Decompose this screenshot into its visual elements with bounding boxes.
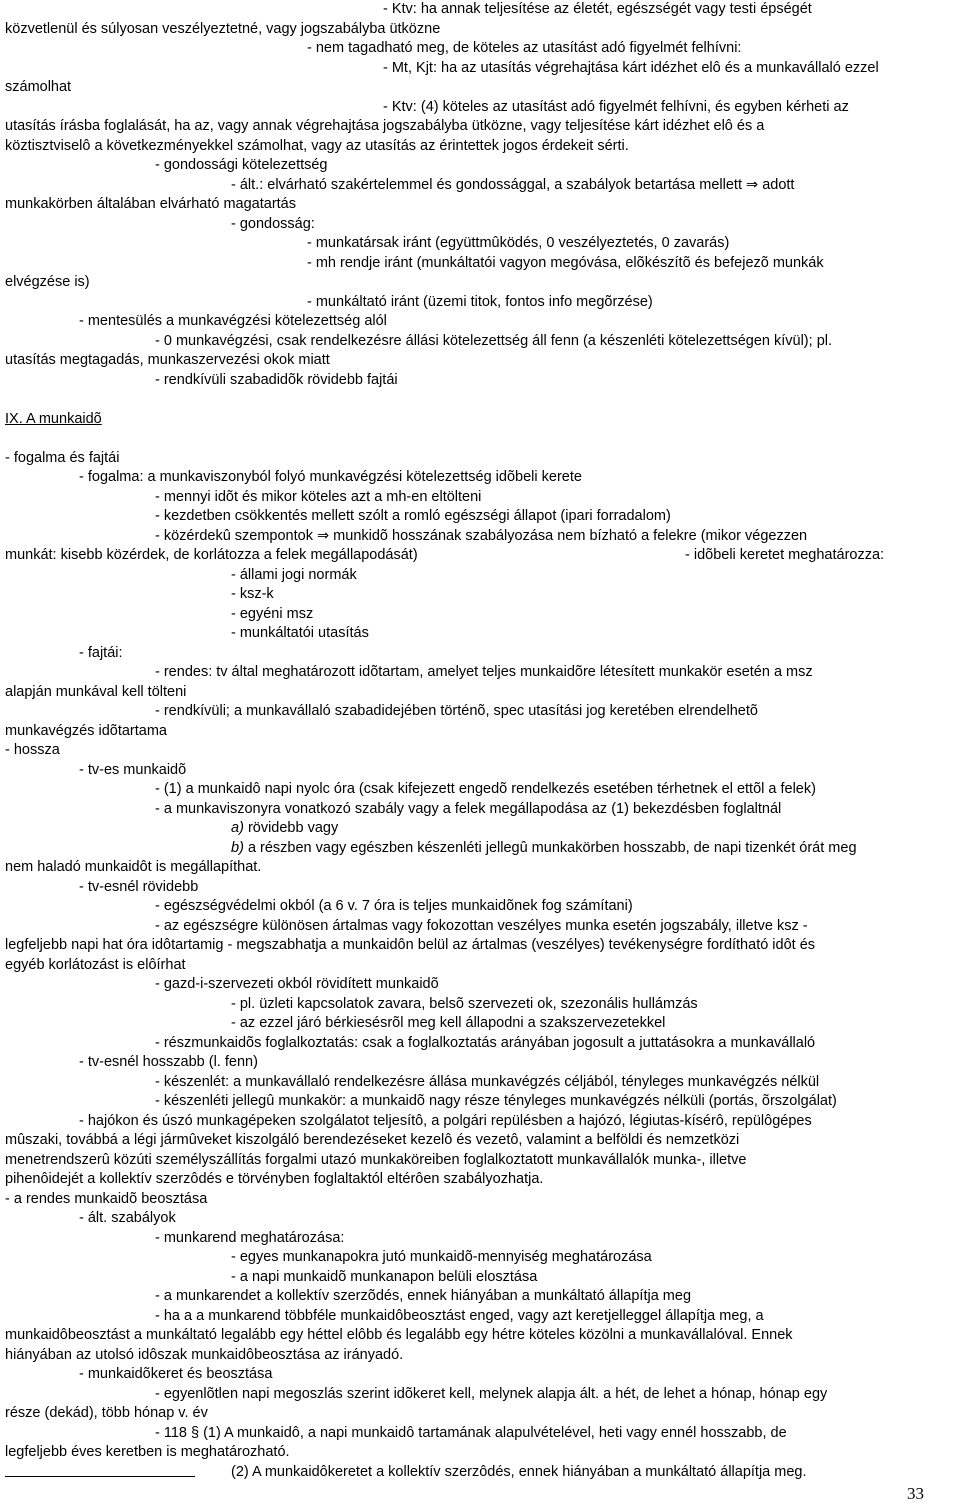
text-line: - fajtái: [79,644,123,661]
text-line: - a munkarendet a kollektív szerzõdés, ennek hiányában a munkáltató állapítja meg [155,1288,692,1304]
text-line: - tv-esnél rövidebb [79,878,199,895]
text-line: - mennyi idõt és mikor köteles azt a mh-en eltölteni [155,488,482,505]
text-line: - 118 § (1) A munkaidô, a napi munkaidô tartamának alapulvételével, heti vagy ennél hosszabb, de [155,1424,787,1441]
text-line: - kezdetben csökkentés mellett szólt a romló egészségi állapot (ipari forradalom) [155,508,671,524]
text-line: hiányában az utolsó idôszak munkaidôbeosztása az irányadó. [5,1346,404,1363]
text-line: része (dekád), több hónap v. év [5,1405,208,1421]
text-line: - fogalma és fajtái [5,449,120,466]
text-line [231,839,960,859]
text-line: közvetlenül és súlyosan veszélyeztetné, vagy jogszabályba ütközne [5,20,441,37]
text-line: - az ezzel járó bérkiesésrõl meg kell állapodni a szakszervezetekkel [231,1015,666,1031]
text-line: - munkatársak iránt (együttmûködés, 0 veszélyeztetés, 0 zavarás) [307,235,730,251]
text-line: - állami jogi normák [231,566,357,583]
list-text: a részben vagy egészben készenléti jellegû munkakörben hosszabb, de napi tizenkét órát meg [247,839,857,856]
text-line: - nem tagadható meg, de köteles az utasítást adó figyelmét felhívni: [307,40,742,56]
page-number: 33 [907,1484,924,1503]
text-line: - tv-esnél hosszabb (l. fenn) [79,1054,258,1070]
text-line: - munkarend meghatározása: [155,1229,345,1246]
text-line: - gazd-i-szervezeti okból rövidített munkaidõ [155,976,439,992]
text-line: - mentesülés a munkavégzési kötelezettség alól [79,313,387,329]
text-line: - részmunkaidõs foglalkoztatás: csak a foglalkoztatás arányában jogosult a juttatásokra a munkavállaló [155,1034,816,1051]
text-line: - fogalma: a munkaviszonyból folyó munkavégzési kötelezettség idõbeli kerete [79,469,582,485]
text-line: - a munkaviszonyra vonatkozó szabály vagy a felek megállapodása az (1) bekezdésben foglaltnál [155,800,782,817]
text-line: - 0 munkavégzési, csak rendelkezésre állási kötelezettség áll fenn (a készenléti kötelezettségen kívül); pl. [155,332,833,349]
text-line: - rendkívüli szabadidõk rövidebb fajtái [155,371,398,388]
list-marker: a) [231,820,244,836]
text-line: - egyenlõtlen napi megoszlás szerint idõkeret kell, melynek alapja ált. a hét, de lehet a hónap, hónap egy [155,1385,828,1402]
text-line: utasítás megtagadás, munkaszervezési okok miatt [5,352,330,368]
text-line: - mh rendje iránt (munkáltatói vagyon megóvása, elõkészítõ és befejezõ munkák [307,254,824,271]
text-line: legfeljebb napi hat óra idôtartamig - megszabhatja a munkaidôn belül az ártalmas (veszélyes) tevékenységre fordítható idôt és [5,937,816,953]
text-line: - munkaidõkeret és beosztása [79,1366,273,1382]
text-line: - egyes munkanapokra jutó munkaidõ-mennyiség meghatározása [231,1249,652,1265]
text-line: - ált. szabályok [79,1210,176,1226]
text-line: - ált.: elvárható szakértelemmel és gondossággal, a szabályok betartása mellett ⇒ adott [231,176,795,193]
text-line: utasítás írásba foglalását, ha az, vagy annak végrehajtása jogszabályba ütközne, vagy teljesítése kárt idézhet elô és a [5,118,765,134]
text-line: - készenlét: a munkavállaló rendelkezésre állása munkavégzés céljából, tényleges munkavégzés nélkül [155,1073,820,1090]
text-line: egyéb korlátozást is elôírhat [5,956,186,973]
text-line: - (1) a munkaidô napi nyolc óra (csak kifejezett engedõ rendelkezés esetében térhetnek el ettõl a felek) [155,781,816,797]
text-line: - gondosság: [231,215,315,232]
text-line: legfeljebb éves keretben is meghatározható. [5,1444,290,1460]
text-line: - közérdekû szempontok ⇒ munkidõ hosszának szabályozása nem bízható a felekre (mikor végezzen [155,527,808,544]
list-marker: b) [231,839,244,856]
text-line: - ksz-k [231,586,274,602]
footnote-separator [5,1476,195,1477]
text-line: menetrendszerû közúti személyszállítás forgalmi utazó munkaköreiben foglalkoztatott munkavállalók munka-, illetve [5,1151,747,1168]
text-line: - az egészségre különösen ártalmas vagy fokozottan veszélyes munka esetén jogszabály, illetve ksz - [155,917,808,934]
text-line: - idõbeli keretet meghatározza: [685,547,885,563]
text-line: alapján munkával kell tölteni [5,683,187,700]
list-text: rövidebb vagy [247,820,339,836]
text-line: munkát: kisebb közérdek, de korlátozza a felek megállapodását) [5,547,418,563]
text-line: számolhat [5,79,72,95]
text-line: - rendkívüli; a munkavállaló szabadidejében történõ, spec utasítási jog keretében elrendelhetõ [155,703,758,719]
text-line: mûszaki, továbbá a légi jármûveket kiszolgáló berendezéseket kezelô és vezetô, valamint a belföldi és nemzetközi [5,1132,740,1148]
text-line: - készenléti jellegû munkakör: a munkaidõ nagy része tényleges munkavégzés nélküli (portás, õrszolgálat) [155,1093,837,1109]
text-line: - tv-es munkaidõ [79,761,187,778]
text-line: - rendes: tv által meghatározott idõtartam, amelyet teljes munkaidõre létesített munkakör esetén a msz [155,664,813,680]
text-line: - pl. üzleti kapcsolatok zavara, belsõ szervezeti ok, szezonális hullámzás [231,995,698,1012]
text-line: - Ktv: ha annak teljesítése az életét, egészségét vagy testi épségét [383,1,812,17]
text-line: - egyéni msz [231,605,314,622]
text-line: (2) A munkaidôkeretet a kollektív szerzôdés, ennek hiányában a munkáltató állapítja meg. [231,1463,807,1480]
text-line: pihenôidejét a kollektív szerzôdés e törvényben foglaltaktól eltérôen szabályozhatja. [5,1171,544,1187]
text-line: - hossza [5,742,60,758]
text-line [231,819,960,839]
text-line: - munkáltatói utasítás [231,625,369,641]
text-line: - munkáltató iránt (üzemi titok, fontos info megõrzése) [307,293,653,310]
text-line: - egészségvédelmi okból (a 6 v. 7 óra is teljes munkaidõnek fog számítani) [155,898,633,914]
text-line: - hajókon és úszó munkagépeken szolgálatot teljesítô, a polgári repülésben a hajózó, légiutas-kísérô, repülôgépes [79,1112,812,1129]
section-heading: IX. A munkaidõ [5,410,102,427]
text-line: - a rendes munkaidõ beosztása [5,1190,208,1207]
text-line: munkaidôbeosztást a munkáltató legalább egy héttel elôbb és legalább egy hétre köteles közölni a munkavállalóval. Ennek [5,1327,793,1343]
text-line: munkavégzés idõtartama [5,722,167,739]
text-line: - Mt, Kjt: ha az utasítás végrehajtása kárt idézhet elô és a munkavállaló ezzel [383,59,879,76]
text-line: munkakörben általában elvárható magatartás [5,196,296,212]
text-line: - gondossági kötelezettség [155,157,328,173]
text-line: - a napi munkaidõ munkanapon belüli elosztása [231,1268,538,1285]
text-line: - Ktv: (4) köteles az utasítást adó figyelmét felhívni, és egyben kérheti az [383,98,849,115]
text-line: - ha a a munkarend többféle munkaidôbeosztást enged, vagy azt keretjelleggel állapítja meg, a [155,1307,764,1324]
text-line: köztisztviselô a következményekkel számolhat, vagy az utasítás az érintettek jogos érdekeit sérti. [5,137,629,154]
text-line: nem haladó munkaidôt is megállapíthat. [5,859,262,875]
text-line: elvégzése is) [5,274,90,290]
